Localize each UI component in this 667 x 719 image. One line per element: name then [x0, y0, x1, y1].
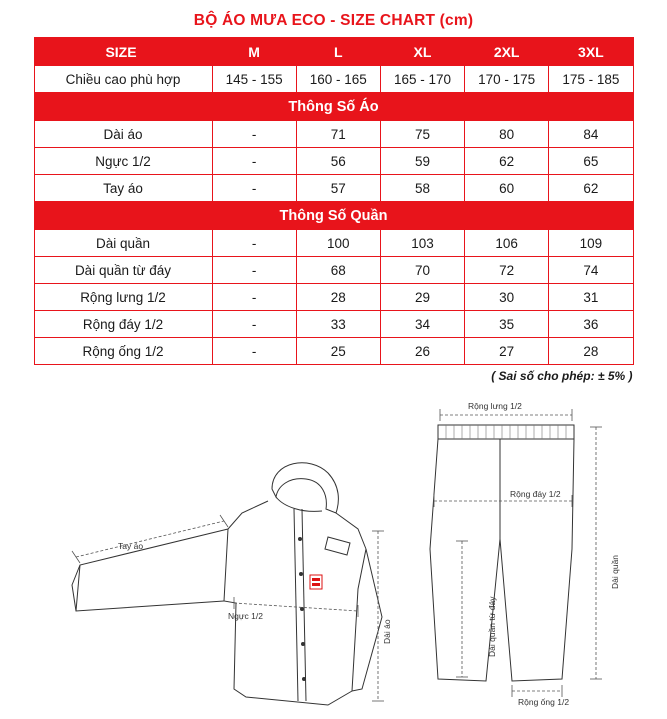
pants-leg-opening-label: Rộng ống 1/2 [518, 697, 570, 707]
table-row [34, 66, 633, 93]
row-label: Dài quần [34, 230, 212, 257]
cell-value: 170 - 175 [465, 66, 549, 93]
cell-value: 36 [549, 311, 633, 338]
pants-hip-label: Rộng đáy 1/2 [510, 489, 561, 499]
section-title: Thông Số Áo [34, 93, 633, 121]
column-header-l: L [296, 38, 380, 66]
cell-value: 28 [296, 284, 380, 311]
cell-value: 57 [296, 175, 380, 202]
measurement-figures [0, 389, 667, 719]
table-row [34, 311, 633, 338]
cell-value: 75 [380, 121, 464, 148]
cell-value: 165 - 170 [380, 66, 464, 93]
pants-length-label: Dài quần [610, 554, 620, 589]
row-label: Rộng lưng 1/2 [34, 284, 212, 311]
cell-value: - [212, 230, 296, 257]
cell-value: 35 [465, 311, 549, 338]
cell-value: 80 [465, 121, 549, 148]
cell-value: 28 [549, 338, 633, 365]
cell-value: 145 - 155 [212, 66, 296, 93]
section-header-jacket [34, 93, 633, 121]
cell-value: 30 [465, 284, 549, 311]
cell-value: 70 [380, 257, 464, 284]
column-header-size: SIZE [34, 38, 212, 66]
jacket-chest-label: Ngực 1/2 [228, 611, 263, 621]
row-label: Ngực 1/2 [34, 148, 212, 175]
column-header-3xl: 3XL [549, 38, 633, 66]
cell-value: 29 [380, 284, 464, 311]
cell-value: 175 - 185 [549, 66, 633, 93]
cell-value: 109 [549, 230, 633, 257]
pants-diagram [400, 389, 660, 719]
cell-value: 68 [296, 257, 380, 284]
row-label: Rộng đáy 1/2 [34, 311, 212, 338]
table-header-row [34, 38, 633, 66]
cell-value: 62 [465, 148, 549, 175]
cell-value: 33 [296, 311, 380, 338]
cell-value: 62 [549, 175, 633, 202]
cell-value: 72 [465, 257, 549, 284]
jacket-length-label: Dài áo [382, 619, 392, 644]
cell-value: - [212, 175, 296, 202]
cell-value: 25 [296, 338, 380, 365]
page-title: BỘ ÁO MƯA ECO - SIZE CHART (cm) [193, 12, 474, 29]
cell-value: - [212, 121, 296, 148]
row-label: Tay áo [34, 175, 212, 202]
cell-value: 26 [380, 338, 464, 365]
table-row [34, 338, 633, 365]
row-label: Dài quần từ đáy [34, 257, 212, 284]
cell-value: - [212, 311, 296, 338]
cell-value: 100 [296, 230, 380, 257]
cell-value: - [212, 148, 296, 175]
section-header-pants [34, 202, 633, 230]
cell-value: 71 [296, 121, 380, 148]
size-chart-table [34, 37, 634, 365]
column-header-xl: XL [380, 38, 464, 66]
table-row [34, 121, 633, 148]
table-row [34, 230, 633, 257]
cell-value: 74 [549, 257, 633, 284]
cell-value: 103 [380, 230, 464, 257]
tolerance-note: ( Sai số cho phép: ± 5% ) [491, 369, 633, 383]
column-header-m: M [212, 38, 296, 66]
cell-value: 27 [465, 338, 549, 365]
column-header-2xl: 2XL [465, 38, 549, 66]
cell-value: 31 [549, 284, 633, 311]
cell-value: 106 [465, 230, 549, 257]
jacket-sleeve-label: Tay áo [118, 541, 144, 551]
table-row [34, 284, 633, 311]
row-label: Rộng ống 1/2 [34, 338, 212, 365]
pants-inseam-label: Dài quần từ đáy [487, 596, 497, 657]
cell-value: 160 - 165 [296, 66, 380, 93]
jacket-diagram [10, 389, 390, 719]
cell-value: 60 [465, 175, 549, 202]
cell-value: - [212, 284, 296, 311]
section-title: Thông Số Quần [34, 202, 633, 230]
pants-waist-label: Rộng lưng 1/2 [468, 401, 522, 411]
cell-value: 34 [380, 311, 464, 338]
table-row [34, 257, 633, 284]
cell-value: - [212, 257, 296, 284]
cell-value: 65 [549, 148, 633, 175]
cell-value: 59 [380, 148, 464, 175]
cell-value: - [212, 338, 296, 365]
row-label: Chiều cao phù hợp [34, 66, 212, 93]
cell-value: 84 [549, 121, 633, 148]
cell-value: 56 [296, 148, 380, 175]
table-row [34, 148, 633, 175]
cell-value: 58 [380, 175, 464, 202]
table-row [34, 175, 633, 202]
row-label: Dài áo [34, 121, 212, 148]
